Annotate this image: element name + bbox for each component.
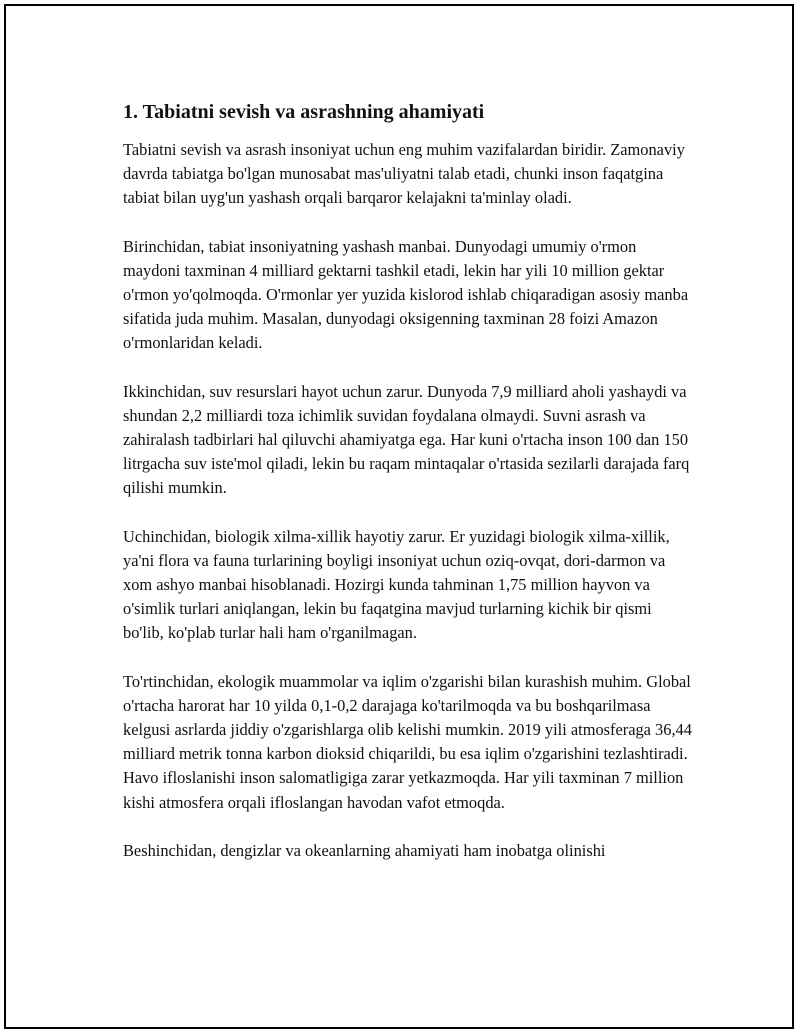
section-heading: 1. Tabiatni sevish va asrashning ahamiyati [123, 101, 485, 123]
document-body [123, 98, 693, 887]
paragraph-oceans: Beshinchidan, dengizlar va okeanlarning ahamiyati ham inobatga olinishi [123, 840, 606, 860]
paragraph-forests: Birinchidan, tabiat insoniyatning yashash manbai. Dunyodagi umumiy o'rmon maydoni taxminan 4 milliard gektarni tashkil etadi, lekin har yili 10 million gektar o'rmon yo'qolmoqda. O'rmonlar yer yuzida kislorod ishlab chiqaradigan asosiy manba sifatida juda muhim. Masalan, dunyodagi oksigenning taxminan 28 foizi Amazon o'rmonlaridan keladi. [123, 236, 689, 353]
paragraph-biodiversity: Uchinchidan, biologik xilma-xillik hayotiy zarur. Er yuzidagi biologik xilma-xillik, ya'ni flora va fauna turlarining boyligi insoniyat uchun oziq-ovqat, dori-darmon va xom ashyo manbai hisoblanadi. Hozirgi kunda tahminan 1,75 million hayvon va o'simlik turlari aniqlangan, lekin bu faqatgina mavjud turlarning kichik bir qismi bo'lib, ko'plab turlar hali ham o'rganilmagan. [123, 526, 670, 643]
paragraph-climate: To'rtinchidan, ekologik muammolar va iqlim o'zgarishi bilan kurashish muhim. Global o'rtacha harorat har 10 yilda 0,1-0,2 darajaga ko'tarilmoqda va bu boshqarilmasa kelgusi asrlarda jiddiy o'zgarishlarga olib kelishi mumkin. 2019 yili atmosferaga 36,44 milliard metrik tonna karbon dioksid chiqarildi, bu esa iqlim o'zgarishini tezlashtiradi. Havo ifloslanishi inson salomatligiga zarar yetkazmoqda. Har yili taxminan 7 million kishi atmosfera orqali ifloslangan havodan vafot etmoqda. [123, 671, 692, 812]
paragraph-water: Ikkinchidan, suv resurslari hayot uchun zarur. Dunyoda 7,9 milliard aholi yashaydi va shundan 2,2 milliardi toza ichimlik suvidan foydalana olmaydi. Suvni asrash va zahiralash tadbirlari hal qiluvchi ahamiyatga ega. Har kuni o'rtacha inson 100 dan 150 litrgacha suv iste'mol qiladi, lekin bu raqam mintaqalar o'rtasida sezilarli darajada farq qilishi mumkin. [123, 381, 690, 498]
paragraph-intro: Tabiatni sevish va asrash insoniyat uchun eng muhim vazifalardan biridir. Zamonaviy davrda tabiatga bo'lgan munosabat mas'uliyatni talab etadi, chunki inson faqatgina tabiat bilan uyg'un yashash orqali barqaror kelajakni ta'minlay oladi. [123, 140, 685, 208]
page-frame [4, 4, 794, 1029]
